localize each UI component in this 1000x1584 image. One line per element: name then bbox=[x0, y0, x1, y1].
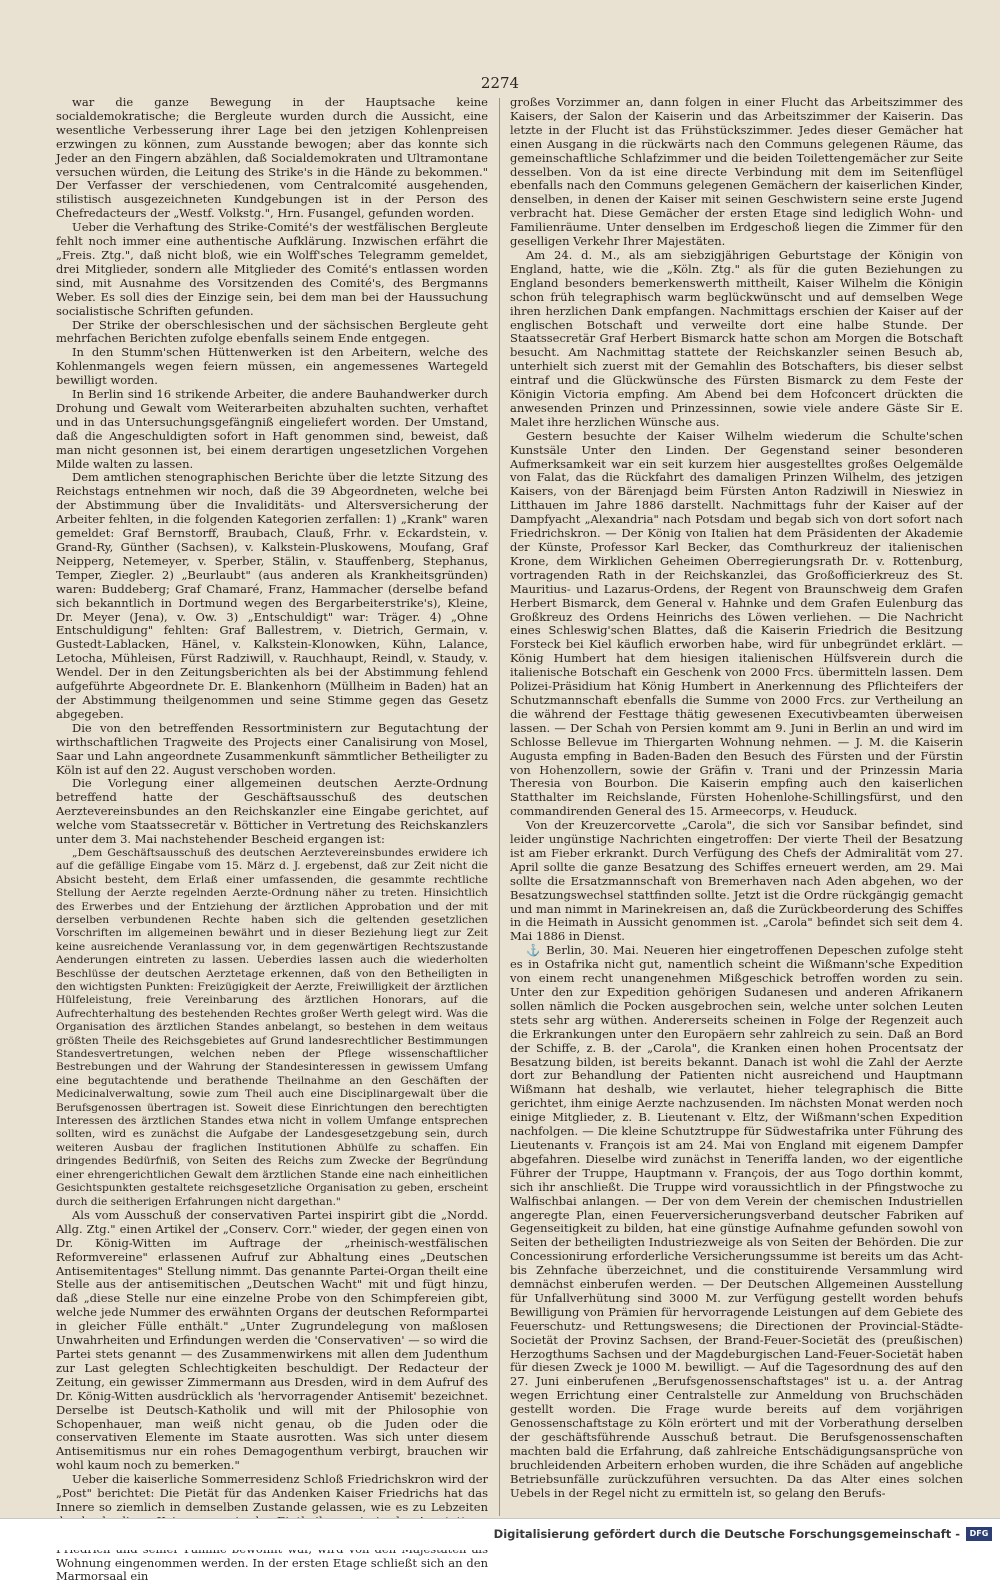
paragraph: war die ganze Bewegung in der Hauptsache keine socialdemokratische; die Bergleute wurden durch die Aussicht, eine wesentliche Verbesserung ihrer Lage bei den jetzigen Kohlenpreisen erzwingen zu können, zum Ausstande bewogen; aber das konnte sich Jeder an den Fingern abzählen, daß Socialdemokraten und Ultramontane versuchen würden, die Leitung des Strike's in die Hände zu bekommen." Der Verfasser der verschiedenen, vom Centralcomité ausgehenden, stilistisch ausgezeichneten Kundgebungen ist in der Person des Chefredacteurs der „Westf. Volkstg.", Hrn. Fusangel, gefunden worden. bbox=[56, 95, 488, 221]
paragraph: ⚓ Berlin, 30. Mai. Neueren hier eingetroffenen Depeschen zufolge steht es in Ostafrika nicht gut, namentlich scheint die Wißmann'sche Expedition von einem recht unangenehmen Mißgeschick betroffen worden zu sein. Unter den zur Expedition gehörigen Sudanesen und anderen Afrikanern sollen nämlich die Pocken ausgebrochen sein, welche unter solchen Leuten stets sehr arg wüthen. Andererseits scheinen in Folge der Regenzeit auch die Erkrankungen unter den Europäern sehr zahlreich zu sein. Daß an Bord der Schiffe, z. B. der „Carola", die Kranken einen hohen Procentsatz der Besatzung bilden, ist bereits bekannt. Danach ist wohl die Zahl der Aerzte dort zur Behandlung der Patienten nicht ausreichend und Hauptmann Wißmann hat deshalb, wie verlautet, hieher telegraphisch die Bitte gerichtet, ihm einige Aerzte nachzusenden. Im nächsten Monat werden noch einige Mitglieder, z. B. Lieutenant v. Eltz, der Wißmann'schen Expedition nachfolgen. — Die kleine Schutztruppe für Südwestafrika unter Führung des Lieutenants v. François ist am 24. Mai von England mit eigenem Dampfer abgefahren. Dieselbe wird zunächst in Teneriffa landen, wo der eigentliche Führer der Truppe, Hauptmann v. François, der aus Togo dorthin kommt, sich ihr anschließt. Die Truppe wird voraussichtlich in der Pfingstwoche zu Walfischbai anlangen. — Der von dem Verein der chemischen Industriellen angeregte Plan, einen Feuerversicherungsverband deutscher Fabriken auf Gegenseitigkeit zu bilden, hat eine günstige Aufnahme gefunden sowohl von Seiten der betheiligten Industriezweige als von Seiten der Behörden. Die zur Concessionirung erforderliche Versicherungssumme ist bereits um das Acht- bis Zehnfache überzeichnet, und die constituirende Versammlung wird demnächst einberufen werden. — Der Deutschen Allgemeinen Ausstellung für Unfallverhütung sind 3000 M. zur Verfügung gestellt worden behufs Bewilligung von Prämien für hervorragende Leistungen auf dem Gebiete des Feuerschutz- und Rettungswesens; die Directionen der Provincial-Städte-Societät der Provinz Sachsen, der Brand-Feuer-Societät des (preußischen) Herzogthums Sachsen und der Magdeburgischen Land-Feuer-Societät haben für diesen Zweck je 1000 M. bewilligt. — Auf die Tagesordnung des auf den 27. Juni einberufenen „Berufsgenossenschaftstages" ist u. a. der Antrag wegen Errichtung einer Centralstelle zur Anmeldung von Bruchschäden gestellt worden. Die Frage wurde bereits auf dem vorjährigen Genossenschaftstage zu Köln erörtert und mit der Vorberathung derselben der geschäftsführende Ausschuß betraut. Die Berufsgenossenschaften machten bald die Erfahrung, daß zahlreiche Entschädigungsansprüche von bruchleidenden Arbeitern erhoben wurden, die ihre Schäden auf angebliche Betriebsunfälle zurückzuführen versuchten. Da das Alter eines solchen Uebels in der Regel nicht zu ermitteln ist, so gelang den Berufs- bbox=[510, 943, 963, 1500]
paragraph: großes Vorzimmer an, dann folgen in einer Flucht das Arbeitszimmer des Kaisers, der Salon der Kaiserin und das Arbeitszimmer der Kaiserin. Das letzte in der Flucht ist das Frühstückszimmer. Jedes dieser Gemächer hat einen Ausgang in die rückwärts nach den Communs gelegenen Räume, das gemeinschaftliche Schlafzimmer und die beiden Toilettengemächer zur Seite desselben. Von da ist eine directe Verbindung mit dem im Seitenflügel ebenfalls nach den Communs gelegenen Gemächern der kaiserlichen Kinder, denselben, in denen der Kaiser mit seinen Geschwistern seine erste Jugend verbracht hat. Diese Gemächer der ersten Etage sind lediglich Wohn- und Familienräume. Unter denselben im Erdgeschoß liegen die Zimmer für den geselligen Verkehr Ihrer Majestäten. bbox=[510, 95, 963, 249]
paragraph: Ueber die kaiserliche Sommerresidenz Schloß Friedrichskron wird der „Post" berichtet: Die Pietät für das Andenken Kaiser Friedrichs hat das Innere so ziemlich in demselben Zustande gelassen, wie es zu Lebzeiten Wohnung eingenommen werden. In der ersten Etage schließt sich an den Marmorsaal ein bbox=[56, 1472, 488, 1584]
dfg-logo-icon: DFG bbox=[966, 1527, 992, 1541]
page-number: 2274 bbox=[480, 74, 520, 92]
paragraph: Ueber die Verhaftung des Strike-Comité's der westfälischen Bergleute fehlt noch immer eine authentische Aufklärung. Inzwischen erfährt die „Freis. Ztg.", daß nicht bloß, wie ein Wolff'sches Telegramm gemeldet, drei Mitglieder, sondern alle Mitglieder des Comité's entlassen worden sind, mit Ausnahme des Vorsitzenden des Comité's, des Bergmanns Weber. Es soll dies der Einzige sein, bei dem man bei der Haussuchung socialistische Schriften gefunden. bbox=[56, 220, 488, 318]
paragraph: Der Strike der oberschlesischen und der sächsischen Bergleute geht mehrfachen Berichten zufolge ebenfalls seinem Ende entgegen. bbox=[56, 317, 488, 346]
paragraph: Von der Kreuzercorvette „Carola", die sich vor Sansibar befindet, sind leider ungünstige Nachrichten eingetroffen: Der vierte Theil der Besatzung ist am Fieber erkrankt. Durch Verfügung des Chefs der Admiralität vom 27. April sollte die ganze Besatzung des Schiffes erneuert werden, am 29. Mai sollte die Ersatzmannschaft von Bremerhaven nach Aden abgehen, wo der Besatzungswechsel stattfinden sollte. Jetzt ist die Ordre rückgängig gemacht und man nimmt in Marinekreisen an, daß die Zurückbeorderung des Schiffes in die Heimath in Aussicht genommen ist. „Carola" befindet sich seit dem 4. Mai 1886 in Dienst. bbox=[510, 818, 963, 944]
quoted-paragraph: „Dem Geschäftsausschuß des deutschen Aerztevereinsbundes erwidere ich auf die gefällige Eingabe vom 15. März d. J. ergebenst, daß zur Zeit nicht die Absicht besteht, dem Erlaß einer umfassenden, die gesammte rechtliche Stellung der Aerzte regelnden Aerzte-Ordnung näher zu treten. Hinsichtlich des Erwerbes und der Entziehung der ärztlichen Approbation und der mit derselben verbundenen Rechte haben sich die geltenden gesetzlichen Vorschriften im allgemeinen bewährt und in dieser Beziehung liegt zur Zeit keine ausreichende Veranlassung vor, in dem gegenwärtigen Rechtszustande Aenderungen eintreten zu lassen. Ueberdies lassen auch die wiederholten Beschlüsse der deutschen Aerztetage erkennen, daß von den Betheiligten in den wichtigsten Punkten: Freizügigkeit der Aerzte, Freiwilligkeit der ärztlichen Hülfeleistung, freie Vereinbarung des ärztlichen Honorars, auf die Aufrechterhaltung des bestehenden Rechtes großer Werth gelegt wird. Was die Organisation des ärztlichen Standes anbelangt, so bestehen in dem weitaus größten Theile des Reichsgebietes auf Grund landesrechtlicher Bestimmungen Standesvertretungen, welchen neben der Pflege wissenschaftlicher Bestrebungen und der Wahrung der Standesinteressen in gewissem Umfang eine begutachtende und berathende Theilnahme an den Geschäften der Medicinalverwaltung, sowie zum Theil auch eine Disciplinargewalt über die Berufsgenossen übertragen ist. Soweit diese Einrichtungen den berechtigten Interessen des ärztlichen Standes etwa nicht in vollem Umfange entsprechen sollten, wird es zunächst die Aufgabe der Landesgesetzgebung sein, durch weiteren Ausbau der fraglichen Institutionen Abhülfe zu schaffen. Ein dringendes Bedürfniß, von Seiten des Reichs zum Zwecke der Begründung einer ehrengerichtlichen Gewalt dem ärztlichen Stande eine nach einheitlichen Gesichtspunkten gestaltete reichsgesetzliche Organisation zu geben, erscheint durch die seitherigen Erfahrungen nicht dargethan." bbox=[56, 846, 488, 1208]
paragraph: Am 24. d. M., als am siebzigjährigen Geburtstage der Königin von England, hatte, wie die „Köln. Ztg." als für die guten Beziehungen zu England besonders bemerkenswerth mittheilt, Kaiser Wilhelm die Königin schon früh telegraphisch warm beglückwünscht und auf demselben Wege ihren herzlichen Dank empfangen. Nachmittags erschien der Kaiser auf der englischen Botschaft und verweilte dort eine halbe Stunde. Der Staatssecretär Graf Herbert Bismarck hatte schon am Morgen die Botschaft besucht. Am Nachmittag stattete der Reichskanzler seinen Besuch ab, unterhielt sich zuerst mit der Gemahlin des Botschafters, bis dieser selbst eintraf und die Glückwünsche des Fürsten Bismarck zu dem Feste der Königin Victoria empfing. Am Abend bei dem Hofconcert drückten die anwesenden Prinzen und Prinzessinnen, sowie viele andere Gäste Sir E. Malet ihre herzlichen Wünsche aus. bbox=[510, 247, 963, 429]
paragraph: Dem amtlichen stenographischen Berichte über die letzte Sitzung des Reichstags entnehmen wir noch, daß die 39 Abgeordneten, welche bei der Abstimmung über die Invaliditäts- und Altersversicherung der Arbeiter fehlten, in die folgenden Kategorien zerfallen: 1) „Krank" waren gemeldet: Graf Bernstorff, Braubach, Clauß, Frhr. v. Eckardstein, v. Grand-Ry, Günther (Sachsen), v. Kalkstein-Pluskowens, Moufang, Graf Neipperg, Netemeyer, v. Sperber, Stälin, v. Stauffenberg, Stephanus, Temper, Ziegler. 2) „Beurlaubt" (aus anderen als Krankheitsgründen) waren: Buddeberg; Graf Chamaré, Franz, Hammacher (derselbe befand sich bekanntlich in Dortmund wegen des Bergarbeiterstrike's), Kleine, Dr. Meyer (Jena), v. Ow. 3) „Entschuldigt" war: Träger. 4) „Ohne Entschuldigung" fehlten: Graf Ballestrem, v. Dietrich, Germain, v. Gustedt-Lablacken, Hänel, v. Kalkstein-Klonowken, Kühn, Lalance, Letocha, Mühleisen, Fürst Radziwill, v. Rauchhaupt, Reindl, v. Staudy, v. Wendel. Der in den Zeitungsberichten als bei der Abstimmung fehlend aufgeführte Abgeordnete Dr. E. Blankenhorn (Müllheim in Baden) hat an der Abstimmung theilgenommen und seine Stimme gegen das Gesetz abgegeben. bbox=[56, 470, 488, 721]
paragraph: In Berlin sind 16 strikende Arbeiter, die andere Bauhandwerker durch Drohung und Gewalt vom Weiterarbeiten abzuhalten suchten, verhaftet und in das Untersuchungsgefängniß eingeliefert worden. Der Umstand, daß die Angeschuldigten sofort in Haft genommen sind, beweist, daß man nicht gesonnen ist, bei einem derartigen ungesetzlichen Vorgehen Milde walten zu lassen. bbox=[56, 387, 488, 471]
digitization-credit: Digitalisierung gefördert durch die Deutsche Forschungsgemeinschaft - bbox=[493, 1527, 960, 1541]
paragraph: In den Stumm'schen Hüttenwerken ist den Arbeitern, welche des Kohlenmangels wegen feiern müssen, ein angemessenes Wartegeld bewilligt worden. bbox=[56, 345, 488, 388]
right-column bbox=[510, 96, 963, 1518]
paragraph: Als vom Ausschuß der conservativen Partei inspirirt gibt die „Nordd. Allg. Ztg." einen Artikel der „Conserv. Corr." wieder, der gegen einen von Dr. König-Witten im Auftrage der „rheinisch-westfälischen Reformvereine" erlassenen Aufruf zur Abhaltung eines „Deutschen Antisemitentages" Stellung nimmt. Das genannte Partei-Organ theilt eine Stelle aus der antisemitischen „Deutschen Wacht" mit und fügt hinzu, daß „diese Stelle nur eine einzelne Probe von den Schimpfereien gibt, welche jede Nummer des erwähnten Organs der deutschen Reformpartei in gleicher Fülle enthält." „Unter Zugrundelegung von maßlosen Unwahrheiten und Erfindungen werden die 'Conservativen' — so wird die Partei stets genannt — des Zusammenwirkens mit allen dem Judenthum zur Last gelegten Schlechtigkeiten beschuldigt. Der Redacteur der Zeitung, ein gewisser Zimmermann aus Dresden, wird in dem Aufruf des Dr. König-Witten ausdrücklich als 'hervorragender Antisemit' bezeichnet. Derselbe ist Deutsch-Katholik und will mit der Philosophie von Schopenhauer, man weiß nicht genau, ob die Juden oder die conservativen Elemente im Staate ausrotten. Was sich unter diesem Antisemitismus nur ein rohes Demagogenthum verbirgt, brauchen wir wohl kaum noch zu bemerken." bbox=[56, 1207, 488, 1473]
digitization-footer bbox=[0, 1518, 1000, 1550]
column-divider bbox=[499, 98, 500, 1516]
paragraph: Die Vorlegung einer allgemeinen deutschen Aerzte-Ordnung betreffend hatte der Geschäftsausschuß des deutschen Aerztevereinsbundes an den Reichskanzler eine Eingabe gerichtet, auf welche vom Staatssecretär v. Bötticher in Vertretung des Reichskanzlers unter dem 3. Mai nachstehender Bescheid ergangen ist: bbox=[56, 776, 488, 847]
paragraph: Gestern besuchte der Kaiser Wilhelm wiederum die Schulte'schen Kunstsäle Unter den Linden. Der Gegenstand seiner besonderen Aufmerksamkeit war ein seit kurzem hier ausgestelltes großes Oelgemälde von Falat, das die Rückfahrt des damaligen Prinzen Wilhelm, des jetzigen Kaisers, von der Bärenjagd beim Fürsten Anton Radziwill in Nieswiez in Litthauen im Jahre 1886 darstellt. Nachmittags fuhr der Kaiser auf der Dampfyacht „Alexandria" nach Potsdam und begab sich von dort sofort nach Friedrichskron. — Der König von Italien hat dem Präsidenten der Akademie der Künste, Professor Karl Becker, das Comthurkreuz der italienischen Krone, dem Wirklichen Geheimen Oberregierungsrath Dr. v. Rottenburg, vortragenden Rath in der Reichskanzlei, das Großofficierkreuz des St. Mauritius- und Lazarus-Ordens, der Regent von Braunschweig dem Grafen Herbert Bismarck, dem General v. Hahnke und dem Grafen Eulenburg das Großkreuz des Ordens Heinrichs des Löwen verliehen. — Die Nachricht eines Schleswig'schen Blattes, daß die Kaiserin Friedrich die Besitzung Forsteck bei Kiel käuflich erworben habe, wird für unbegründet erklärt. — König Humbert hat dem hiesigen italienischen Hülfsverein durch die italienische Botschaft ein Geschenk von 2000 Frcs. übermitteln lassen. Dem Polizei-Präsidium hat König Humbert in Anerkennung des Pflichteifers der Schutzmannschaft ebenfalls die Summe von 2000 Frcs. zur Vertheilung an die während der Festtage thätig gewesenen Executivbeamten überweisen lassen. — Der Schah von Persien kommt am 9. Juni in Berlin an und wird im Schlosse Bellevue im Thiergarten Wohnung nehmen. — J. M. die Kaiserin Augusta empfing in Baden-Baden den Besuch des Fürsten und der Fürstin von Hohenzollern, sowie der Gräfin v. Trani und der Prinzessin Maria Theresia von Bourbon. Die Kaiserin empfing auch den kaiserlichen Statthalter im Reichslande, Fürsten Hohenlohe-Schillingsfürst, und den commandirenden General des 15. Armeecorps, v. Heuduck. bbox=[510, 428, 963, 819]
paragraph: Die von den betreffenden Ressortministern zur Begutachtung der wirthschaftlichen Tragweite des Projects einer Canalisirung von Mosel, Saar und Lahn angeordnete Zusammenkunft sämmtlicher Betheiligter zu Köln ist auf den 22. August verschoben worden. bbox=[56, 720, 488, 777]
left-column bbox=[56, 95, 488, 1584]
